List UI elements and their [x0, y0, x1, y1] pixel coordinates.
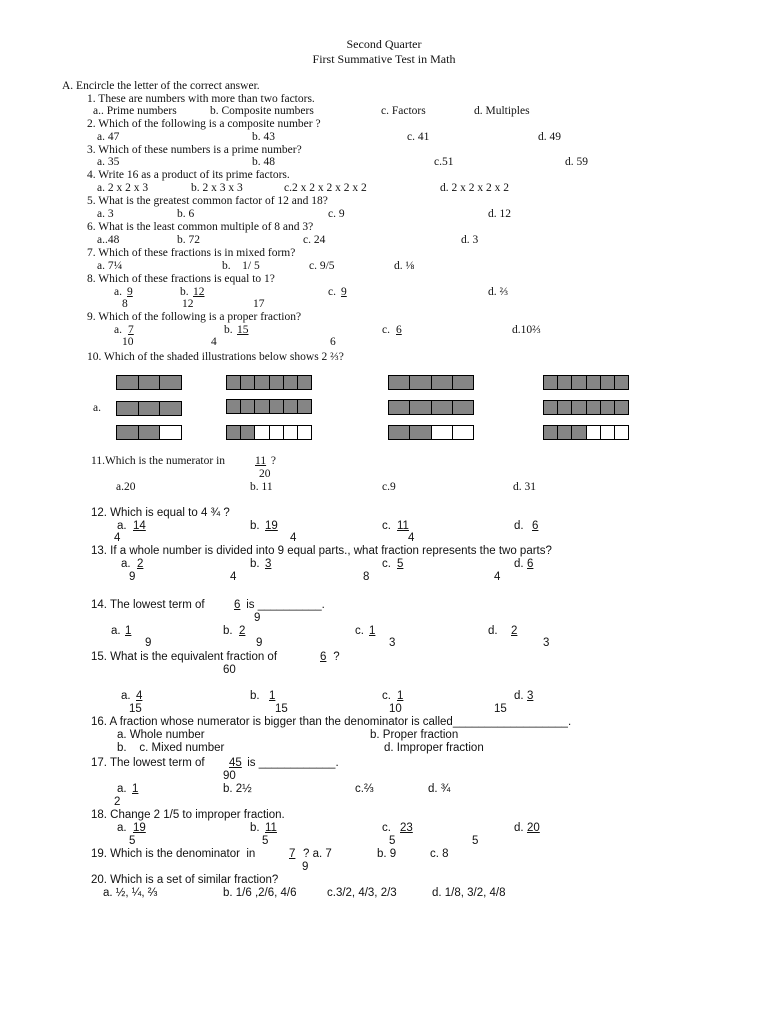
q6-choice-d: d. 3: [461, 234, 479, 246]
q1-choice-c: c. Factors: [381, 105, 426, 117]
q10-option-a-part: [116, 425, 182, 440]
q14-choice-c-denominator: 3: [389, 637, 396, 649]
q11-choice-c: c.9: [382, 481, 396, 493]
q1-choice-a: a.. Prime numbers: [93, 105, 177, 117]
q4-choice-a: a. 2 x 2 x 3: [97, 182, 149, 194]
q13-choice-a-letter: a.: [121, 558, 131, 570]
q15-choice-c-denominator: 10: [389, 703, 402, 715]
q8-choice-a-numerator: 9: [127, 286, 133, 298]
q20-choice-a: a. ½, ¼, ⅔: [103, 887, 158, 899]
q15-fraction-numerator: 6: [320, 651, 327, 663]
q9-choice-a-denominator: 10: [122, 336, 134, 348]
q13-choice-c-numerator: 5: [397, 558, 404, 570]
q9-choice-c-denominator: 6: [330, 336, 336, 348]
q16-choice-d: d. Improper fraction: [384, 742, 484, 754]
q13-choice-c-letter: c.: [382, 558, 391, 570]
q13-choice-a-denominator: 9: [129, 571, 136, 583]
q15-choice-d-numerator: 3: [527, 690, 534, 702]
q12-choice-a-letter: a.: [117, 520, 127, 532]
q19-choice-a: ? a. 7: [303, 848, 332, 860]
q13-choice-a-numerator: 2: [137, 558, 144, 570]
q18-choice-d-letter: d.: [514, 822, 524, 834]
q2-choice-b: b. 43: [252, 131, 275, 143]
q19-choice-b: b. 9: [377, 848, 397, 860]
q10-option-a-whole-2: [116, 401, 182, 416]
question-14: 14. The lowest term of: [91, 599, 205, 611]
question-16: 16. A fraction whose numerator is bigger than the denominator is called__________________.: [91, 716, 572, 728]
q14-choice-d-denominator: 3: [543, 637, 550, 649]
test-quarter-heading: Second Quarter: [346, 37, 422, 51]
q14-choice-d-numerator: 2: [511, 625, 518, 637]
q7-choice-a: a. 7¼: [97, 260, 123, 272]
q18-choice-a-denominator: 5: [129, 835, 136, 847]
q6-choice-c: c. 24: [303, 234, 326, 246]
q14-blank: is __________.: [243, 599, 325, 611]
q10-option-c-whole-1: [388, 375, 474, 390]
q11-choice-a: a.20: [116, 481, 136, 493]
question-10: 10. Which of the shaded illustrations below shows 2 ⅔?: [87, 351, 344, 363]
q15-choice-b-numerator: 1: [269, 690, 276, 702]
question-12: 12. Which is equal to 4 ¾ ?: [91, 507, 230, 519]
q9-choice-a-numerator: 7: [128, 324, 134, 336]
question-15: 15. What is the equivalent fraction of: [91, 651, 278, 663]
question-4: 4. Write 16 as a product of its prime factors.: [87, 169, 290, 181]
q18-choice-d-numerator: 20: [527, 822, 540, 834]
q9-choice-d: d.10⅔: [512, 324, 541, 336]
q5-choice-a: a. 3: [97, 208, 114, 220]
question-5: 5. What is the greatest common factor of 12 and 18?: [87, 195, 328, 207]
q18-choice-b-denominator: 5: [262, 835, 269, 847]
q18-choice-c-letter: c.: [382, 822, 391, 834]
q17-fraction-denominator: 90: [223, 770, 236, 782]
q3-choice-a: a. 35: [97, 156, 120, 168]
q13-choice-b-numerator: 3: [265, 558, 272, 570]
q12-choice-c-numerator: 11: [397, 520, 409, 532]
q18-choice-d-denominator: 5: [472, 835, 479, 847]
q15-choice-b-denominator: 15: [275, 703, 288, 715]
q15-choice-a-denominator: 15: [129, 703, 142, 715]
q11-choice-b: b. 11: [250, 481, 273, 493]
q15-choice-d-denominator: 15: [494, 703, 507, 715]
q18-choice-b-numerator: 11: [265, 822, 277, 834]
q15-choice-c-numerator: 1: [397, 690, 404, 702]
question-13: 13. If a whole number is divided into 9 equal parts., what fraction represents the two parts?: [91, 545, 552, 557]
q13-choice-d-numerator: 6: [527, 558, 534, 570]
q14-choice-b-numerator: 2: [239, 625, 246, 637]
q12-choice-b-numerator: 19: [265, 520, 278, 532]
q17-choice-b: b. 2½: [223, 783, 252, 795]
question-6: 6. What is the least common multiple of 8 and 3?: [87, 221, 314, 233]
q12-choice-d-numerator: 6: [532, 520, 539, 532]
q4-choice-d: d. 2 x 2 x 2 x 2: [440, 182, 509, 194]
q10-option-b-part: [226, 425, 312, 440]
q8-choice-c-letter: c.: [328, 286, 336, 298]
q9-choice-a-letter: a.: [114, 324, 122, 336]
q8-choice-c-numerator: 9: [341, 286, 347, 298]
q5-choice-d: d. 12: [488, 208, 511, 220]
q19-choice-c: c. 8: [430, 848, 449, 860]
q12-choice-b-letter: b.: [250, 520, 260, 532]
q9-choice-b-denominator: 4: [211, 336, 217, 348]
q7-choice-b: b. 1/ 5: [222, 260, 260, 272]
q17-choice-a-letter: a.: [117, 783, 127, 795]
q16-choice-b: b. Proper fraction: [370, 729, 459, 741]
q11-question-mark: ?: [268, 455, 276, 467]
q3-choice-b: b. 48: [252, 156, 275, 168]
q14-fraction-denominator: 9: [254, 612, 261, 624]
q3-choice-c: c.51: [434, 156, 454, 168]
q19-fraction-denominator: 9: [302, 861, 309, 873]
q15-choice-a-numerator: 4: [136, 690, 143, 702]
q4-choice-b: b. 2 x 3 x 3: [191, 182, 243, 194]
q13-choice-b-letter: b.: [250, 558, 260, 570]
q8-extra-number: 17: [253, 298, 265, 310]
q16-choice-c: b. c. Mixed number: [117, 742, 225, 754]
q13-choice-b-denominator: 4: [230, 571, 237, 583]
q15-choice-a-letter: a.: [121, 690, 131, 702]
q14-choice-d-letter: d.: [488, 625, 498, 637]
question-11: 11.Which is the numerator in: [91, 455, 226, 467]
q20-choice-d: d. 1/8, 3/2, 4/8: [432, 887, 506, 899]
q17-blank: is ____________.: [244, 757, 339, 769]
q4-choice-c: c.2 x 2 x 2 x 2 x 2: [284, 182, 367, 194]
question-3: 3. Which of these numbers is a prime number?: [87, 144, 302, 156]
q18-choice-a-letter: a.: [117, 822, 127, 834]
q12-choice-a-denominator: 4: [114, 532, 121, 544]
question-2: 2. Which of the following is a composite number ?: [87, 118, 321, 130]
q9-choice-b-letter: b.: [224, 324, 233, 336]
q8-choice-a-letter: a.: [114, 286, 122, 298]
q8-choice-a-denominator: 8: [122, 298, 128, 310]
q6-choice-b: b. 72: [177, 234, 200, 246]
q13-choice-c-denominator: 8: [363, 571, 370, 583]
q17-choice-d: d. ¾: [428, 783, 451, 795]
q10-option-c-whole-2: [388, 400, 474, 415]
question-17: 17. The lowest term of: [91, 757, 205, 769]
q14-choice-c-numerator: 1: [369, 625, 376, 637]
q14-choice-b-denominator: 9: [256, 637, 263, 649]
q2-choice-c: c. 41: [407, 131, 430, 143]
q13-choice-d-letter: d.: [514, 558, 524, 570]
q8-choice-b-numerator: 12: [193, 286, 205, 298]
q17-fraction-numerator: 45: [229, 757, 242, 769]
q14-fraction-numerator: 6: [234, 599, 241, 611]
q13-choice-d-denominator: 4: [494, 571, 501, 583]
q5-choice-b: b. 6: [177, 208, 195, 220]
q12-choice-d-letter: d.: [514, 520, 524, 532]
section-instructions: A. Encircle the letter of the correct answer.: [62, 80, 260, 92]
q15-choice-b-letter: b.: [250, 690, 260, 702]
q14-choice-a-letter: a.: [111, 625, 121, 637]
question-9: 9. Which of the following is a proper fraction?: [87, 311, 302, 323]
q10-option-a-whole-1: [116, 375, 182, 390]
q19-fraction-numerator: 7: [289, 848, 296, 860]
q16-choice-a: a. Whole number: [117, 729, 205, 741]
q20-choice-b: b. 1/6 ,2/6, 4/6: [223, 887, 297, 899]
q1-choice-d: d. Multiples: [474, 105, 530, 117]
q5-choice-c: c. 9: [328, 208, 345, 220]
q15-question-mark: ?: [330, 651, 340, 663]
q10-choice-a-letter: a.: [93, 402, 101, 414]
q10-option-d-whole-2: [543, 400, 629, 415]
q9-choice-c-letter: c.: [382, 324, 390, 336]
q18-choice-c-denominator: 5: [389, 835, 396, 847]
q7-choice-c: c. 9/5: [309, 260, 335, 272]
q2-choice-d: d. 49: [538, 131, 561, 143]
question-18: 18. Change 2 1/5 to improper fraction.: [91, 809, 285, 821]
q17-choice-c: c.⅔: [355, 783, 374, 795]
q18-choice-c-numerator: 23: [400, 822, 413, 834]
q15-choice-c-letter: c.: [382, 690, 391, 702]
test-title: First Summative Test in Math: [312, 52, 456, 66]
q11-fraction-denominator: 20: [259, 468, 271, 480]
question-7: 7. Which of these fractions is in mixed form?: [87, 247, 296, 259]
q12-choice-c-letter: c.: [382, 520, 391, 532]
q18-choice-b-letter: b.: [250, 822, 260, 834]
q12-choice-c-denominator: 4: [408, 532, 415, 544]
q9-choice-c-numerator: 6: [396, 324, 402, 336]
q18-choice-a-numerator: 19: [133, 822, 146, 834]
q10-option-d-whole-1: [543, 375, 629, 390]
q17-choice-a-numerator: 1: [132, 783, 139, 795]
q8-choice-d: d. ⅔: [488, 286, 509, 298]
q6-choice-a: a..48: [97, 234, 120, 246]
q12-choice-a-numerator: 14: [133, 520, 146, 532]
q7-choice-d: d. ⅛: [394, 260, 415, 272]
question-1: 1. These are numbers with more than two factors.: [87, 93, 315, 105]
q10-option-b-whole-2: [226, 399, 312, 414]
q8-choice-b-letter: b.: [180, 286, 189, 298]
q10-option-b-whole-1: [226, 375, 312, 390]
q15-fraction-denominator: 60: [223, 664, 236, 676]
question-20: 20. Which is a set of similar fraction?: [91, 874, 279, 886]
q11-choice-d: d. 31: [513, 481, 536, 493]
q20-choice-c: c.3/2, 4/3, 2/3: [327, 887, 397, 899]
q2-choice-a: a. 47: [97, 131, 120, 143]
q14-choice-c-letter: c.: [355, 625, 364, 637]
question-8: 8. Which of these fractions is equal to 1?: [87, 273, 275, 285]
q12-choice-b-denominator: 4: [290, 532, 297, 544]
q14-choice-b-letter: b.: [223, 625, 233, 637]
q15-choice-d-letter: d.: [514, 690, 524, 702]
q3-choice-d: d. 59: [565, 156, 588, 168]
q9-choice-b-numerator: 15: [237, 324, 249, 336]
question-19: 19. Which is the denominator in: [91, 848, 256, 860]
q1-choice-b: b. Composite numbers: [210, 105, 314, 117]
q8-choice-b-denominator: 12: [182, 298, 194, 310]
q14-choice-a-denominator: 9: [145, 637, 152, 649]
q10-option-d-part: [543, 425, 629, 440]
q11-fraction-numerator: 11: [255, 455, 267, 467]
q14-choice-a-numerator: 1: [125, 625, 132, 637]
q17-choice-a-denominator: 2: [114, 796, 121, 808]
q10-option-c-part: [388, 425, 474, 440]
